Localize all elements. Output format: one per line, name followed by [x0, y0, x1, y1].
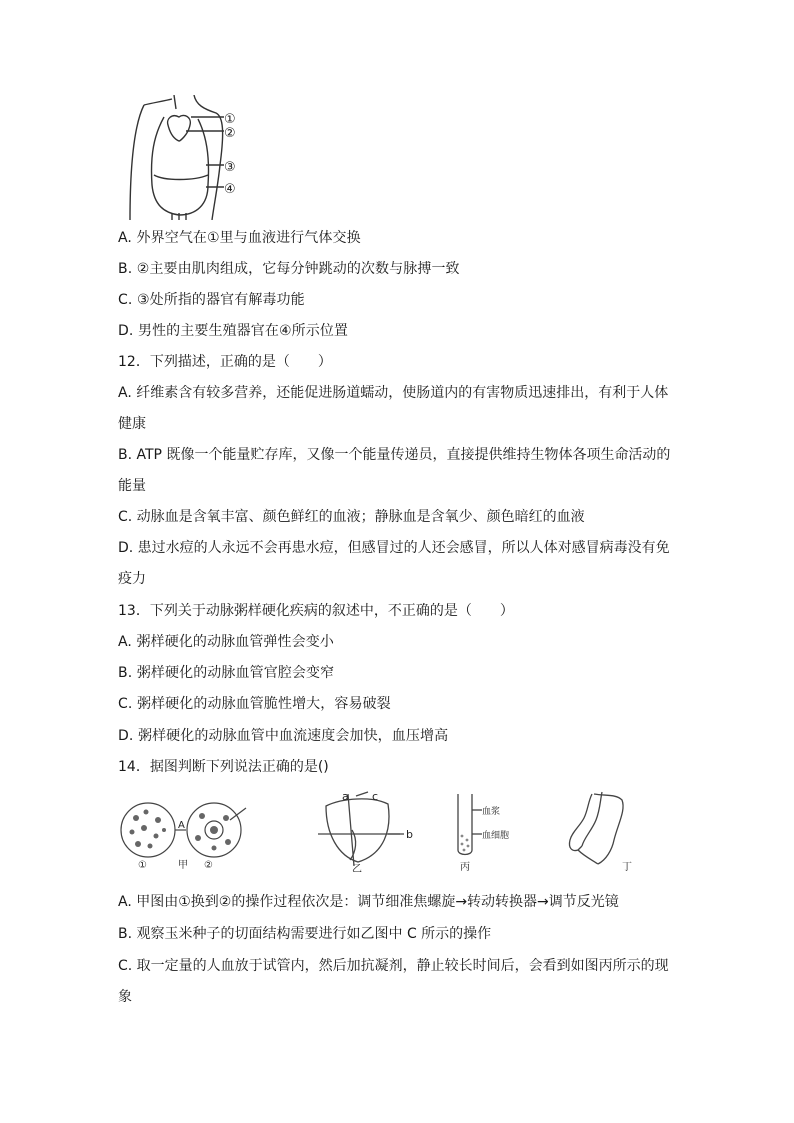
label-2: ②: [224, 126, 236, 141]
q11-option-b: B. ②主要由肌肉组成，它每分钟跳动的次数与脉搏一致: [118, 261, 460, 277]
q14-option-c-line2: 象: [118, 989, 132, 1005]
label-4: ④: [224, 182, 236, 197]
bing-label-cells: 血细胞: [482, 831, 510, 841]
yi-label-c: c: [372, 790, 379, 803]
q13-option-a: A. 粥样硬化的动脉血管弹性会变小: [118, 634, 334, 650]
q14-figure-bing: [448, 790, 538, 872]
torso-organ-figure: [124, 95, 284, 220]
q12-option-c: C. 动脉血是含氧丰富、颜色鲜红的血液；静脉血是含氧少、颜色暗红的血液: [118, 509, 585, 525]
q14-figure-jia: [118, 798, 278, 870]
yi-label-b: b: [406, 828, 413, 841]
ding-label: 丁: [622, 862, 632, 873]
jia-label-1: ①: [138, 860, 147, 870]
q14-option-b: B. 观察玉米种子的切面结构需要进行如乙图中 C 所示的操作: [118, 926, 492, 942]
bing-label: 丙: [460, 862, 470, 872]
q12-option-b-line2: 能量: [118, 478, 146, 494]
q14-option-a: A. 甲图由①换到②的操作过程依次是：调节细准焦螺旋→转动转换器→调节反光镜: [118, 894, 619, 910]
q12-option-a-line1: A. 纤维素含有较多营养，还能促进肠道蠕动，使肠道内的有害物质迅速排出，有利于人体: [118, 385, 669, 401]
jia-label-a: A: [178, 820, 185, 831]
q13-option-d: D. 粥样硬化的动脉血管中血流速度会加快，血压增高: [118, 728, 449, 744]
q11-option-c: C. ③处所指的器官有解毒功能: [118, 292, 305, 308]
q13-option-b: B. 粥样硬化的动脉血管官腔会变窄: [118, 665, 335, 681]
jia-label: 甲: [178, 860, 188, 870]
q12-option-a-line2: 健康: [118, 416, 146, 432]
q14-stem: 14．据图判断下列说法正确的是(): [118, 759, 329, 775]
q12-stem: 12．下列描述，正确的是（ ）: [118, 354, 332, 370]
jia-label-2: ②: [204, 860, 213, 870]
yi-label: 乙: [352, 864, 362, 872]
label-3: ③: [224, 160, 236, 175]
q14-option-c-line1: C. 取一定量的人血放于试管内，然后加抗凝剂，静止较长时间后，会看到如图丙所示的现: [118, 958, 669, 974]
q13-option-c: C. 粥样硬化的动脉血管脆性增大，容易破裂: [118, 696, 391, 712]
q12-option-d-line2: 疫力: [118, 571, 146, 587]
q14-figure-ding: [558, 788, 648, 874]
q14-figure-yi: [312, 790, 422, 872]
q12-option-d-line1: D. 患过水痘的人永远不会再患水痘，但感冒过的人还会感冒，所以人体对感冒病毒没有免: [118, 540, 670, 556]
q11-option-d: D. 男性的主要生殖器官在④所示位置: [118, 323, 349, 339]
q12-option-b-line1: B. ATP 既像一个能量贮存库，又像一个能量传递员，直接提供维持生物体各项生命活动的: [118, 447, 671, 463]
label-1: ①: [224, 112, 236, 127]
yi-label-a: a: [342, 790, 349, 803]
q11-option-a: A. 外界空气在①里与血液进行气体交换: [118, 230, 361, 246]
bing-label-plasma: 血浆: [482, 807, 501, 817]
q13-stem: 13．下列关于动脉粥样硬化疾病的叙述中，不正确的是（ ）: [118, 603, 514, 619]
